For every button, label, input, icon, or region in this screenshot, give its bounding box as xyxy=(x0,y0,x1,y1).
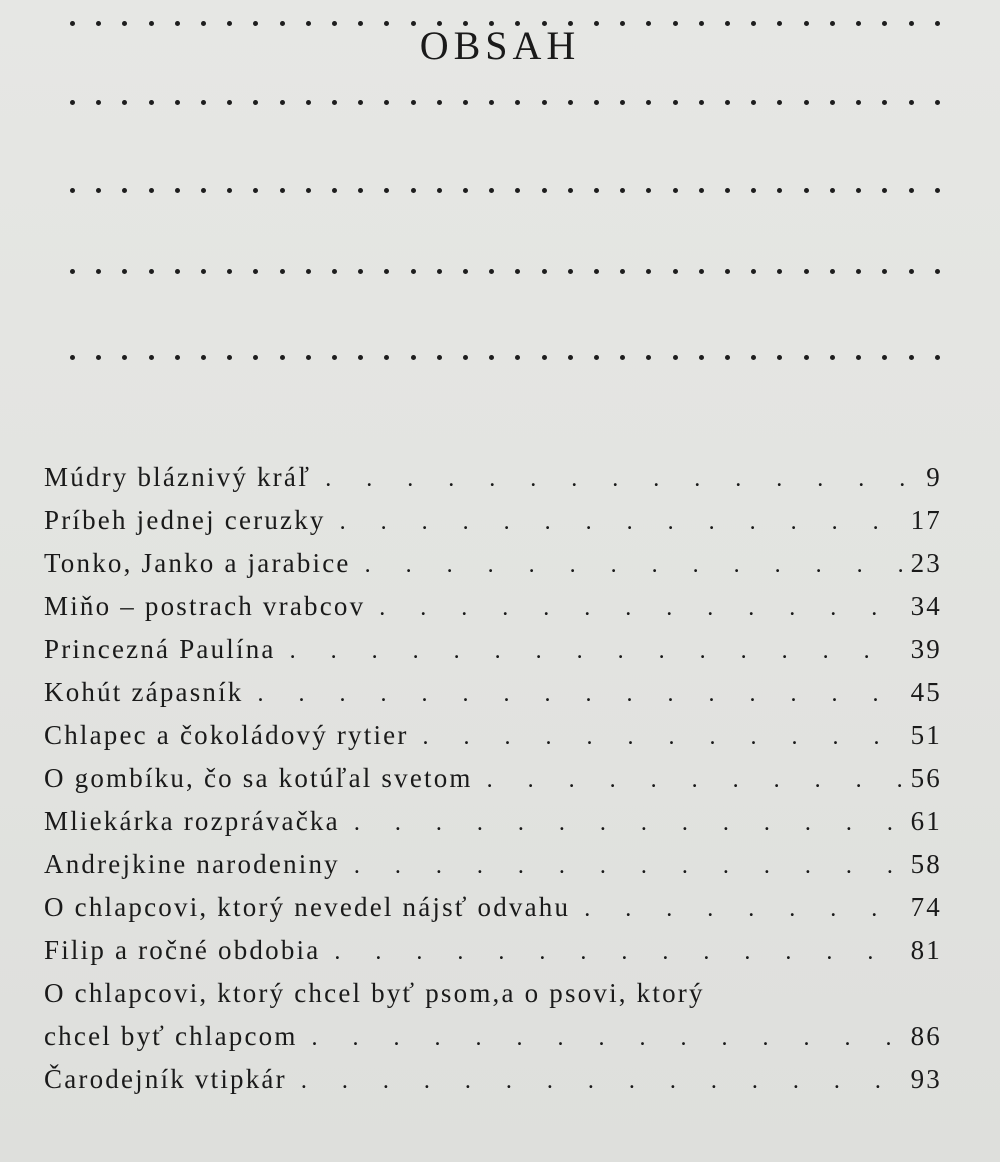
dot-leader xyxy=(258,673,903,716)
toc-entry-title: Príbeh jednej ceruzky xyxy=(44,505,326,535)
dot-ornament-row xyxy=(70,187,940,193)
toc-entry-page: 17 xyxy=(910,505,942,535)
dot-leader xyxy=(340,501,903,544)
toc-entry-title: Filip a ročné obdobia xyxy=(44,935,321,965)
dot-leader xyxy=(290,630,903,673)
dot-ornament-row xyxy=(70,99,940,105)
toc-entry-title: Čarodejník vtipkár xyxy=(44,1064,287,1094)
dot-leader xyxy=(334,931,902,974)
toc-entry-page: 93 xyxy=(910,1064,942,1094)
dot-leader xyxy=(423,716,903,759)
toc-entry[interactable] xyxy=(44,929,942,972)
table-of-contents xyxy=(44,456,942,1101)
toc-entry-page: 81 xyxy=(910,935,942,965)
toc-entry[interactable] xyxy=(44,456,942,499)
dot-leader xyxy=(325,458,914,501)
toc-entry-title: Miňo – postrach vrabcov xyxy=(44,591,366,621)
toc-entry-page: 34 xyxy=(910,591,942,621)
toc-entry[interactable] xyxy=(44,499,942,542)
toc-entry[interactable] xyxy=(44,886,942,929)
dot-leader xyxy=(584,888,902,931)
toc-entry[interactable] xyxy=(44,714,942,757)
toc-entry-page: 86 xyxy=(910,1021,942,1051)
toc-entry[interactable] xyxy=(44,1058,942,1101)
dot-leader xyxy=(312,1017,903,1060)
toc-entry-title: O chlapcovi, ktorý nevedel nájsť odvahu xyxy=(44,892,571,922)
toc-entry-page: 9 xyxy=(926,462,942,492)
toc-entry[interactable] xyxy=(44,542,942,585)
toc-entry-page: 61 xyxy=(910,806,942,836)
dot-ornament-row xyxy=(70,354,940,360)
toc-entry-title-line1: O chlapcovi, ktorý chcel byť psom,a o psovi, ktorý xyxy=(44,978,705,1008)
toc-entry-title: Tonko, Janko a jarabice xyxy=(44,548,351,578)
toc-entry-title: Andrejkine narodeniny xyxy=(44,849,340,879)
dot-leader xyxy=(365,544,903,587)
toc-entry-page: 74 xyxy=(910,892,942,922)
toc-entry[interactable] xyxy=(44,585,942,628)
dot-leader xyxy=(487,759,903,802)
dot-leader xyxy=(301,1060,903,1103)
toc-entry[interactable] xyxy=(44,972,942,1058)
toc-entry-page: 56 xyxy=(910,763,942,793)
toc-entry-title: Princezná Paulína xyxy=(44,634,276,664)
toc-entry-title-line2: chcel byť chlapcom xyxy=(44,1021,298,1051)
toc-entry-page: 45 xyxy=(910,677,942,707)
toc-entry-page: 39 xyxy=(910,634,942,664)
page-title: OBSAH xyxy=(419,23,581,68)
toc-entry-title: Kohút zápasník xyxy=(44,677,244,707)
toc-entry-title: Múdry bláznivý kráľ xyxy=(44,462,312,492)
toc-entry[interactable] xyxy=(44,628,942,671)
toc-entry[interactable] xyxy=(44,843,942,886)
toc-entry[interactable] xyxy=(44,757,942,800)
toc-entry-title: Chlapec a čokoládový rytier xyxy=(44,720,409,750)
dot-leader xyxy=(379,587,902,630)
toc-entry-page: 58 xyxy=(910,849,942,879)
toc-entry-page: 51 xyxy=(910,720,942,750)
toc-entry-title: Mliekárka rozprávačka xyxy=(44,806,340,836)
dot-leader xyxy=(354,802,903,845)
toc-entry[interactable] xyxy=(44,671,942,714)
toc-entry-title: O gombíku, čo sa kotúľal svetom xyxy=(44,763,473,793)
toc-entry-page: 23 xyxy=(910,548,942,578)
toc-entry[interactable] xyxy=(44,800,942,843)
dot-leader xyxy=(354,845,903,888)
dot-ornament-row xyxy=(70,268,940,274)
